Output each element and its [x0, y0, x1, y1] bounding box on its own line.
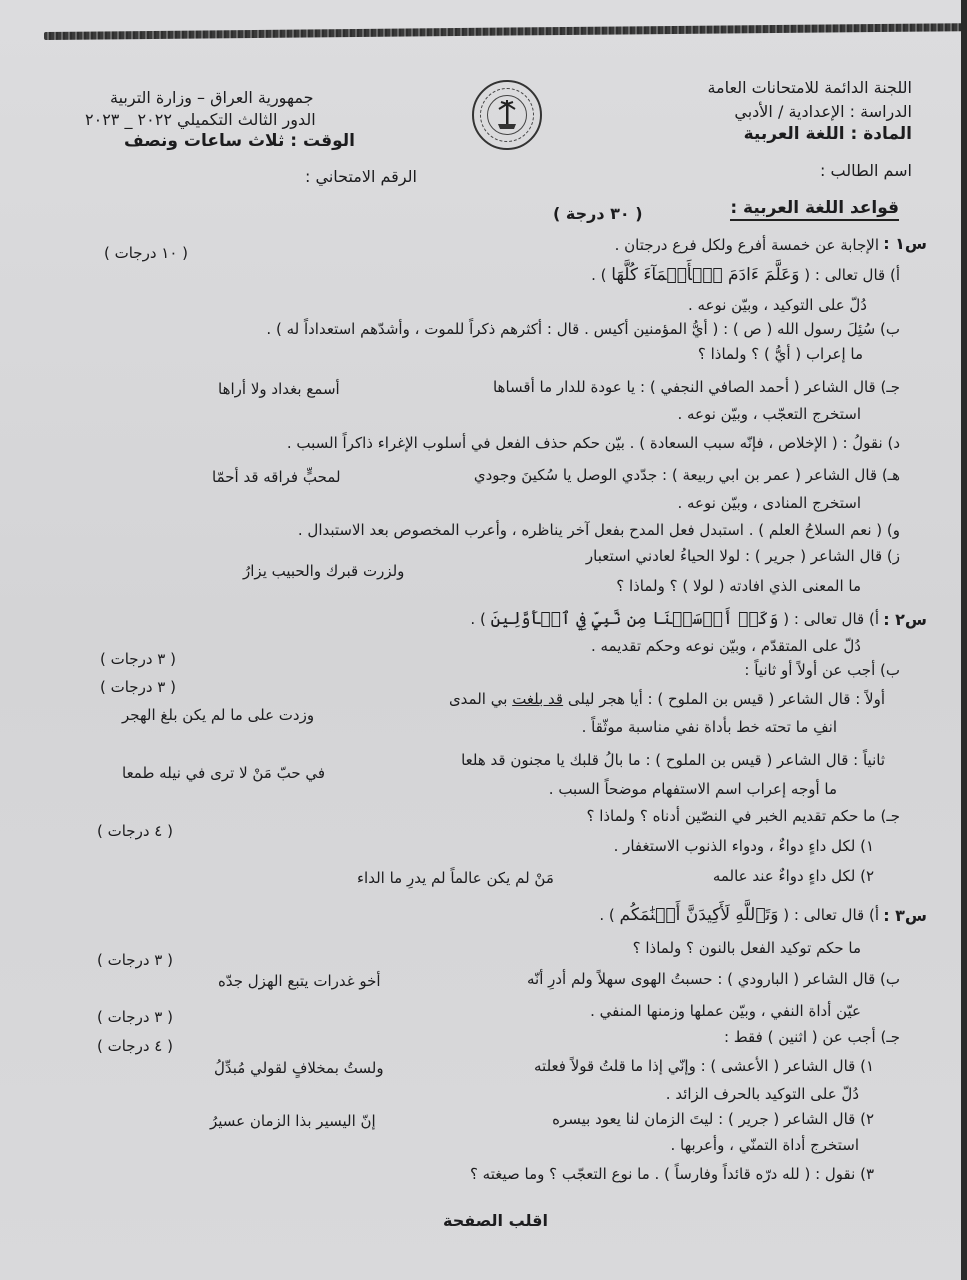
q3-b-text: ب) قال الشاعر ( البارودي ) : حسبتُ الهوى سهلاً ولم أدرِ أنّه [526, 970, 900, 988]
q1-c-task: استخرج التعجّب ، وبيّن نوعه . [677, 405, 861, 423]
turn-page-note: اقلب الصفحة [443, 1211, 549, 1230]
q3-c-item3: ٣) نقول : ( لله درّه قائداً وفارساً ) . ما نوع التعجّب ؟ وما صيغته ؟ [469, 1165, 874, 1183]
ministry-seal-palm-icon [472, 80, 542, 150]
exam-round: الدور الثالث التكميلي ٢٠٢٢ _ ٢٠٢٣ [85, 110, 316, 129]
q1-e-task: استخرج المنادى ، وبيّن نوعه . [677, 494, 861, 512]
q3-c-item1: ١) قال الشاعر ( الأعشى ) : وإنّي إذا ما قلتُ قولاً فعلته [534, 1057, 874, 1075]
q2-b-first-text: أولاً : قال الشاعر ( قيس بن الملوح ) : أيا هجر ليلى قد بلغت بي المدى [448, 690, 885, 708]
q2-c-marks: ( ٤ درجات ) [97, 822, 173, 840]
q1-g-verse2: ولزرت قبرك والحبيب يزارُ [243, 562, 405, 580]
q2-b-first-task: انفِ ما تحته خط بأداة نفي مناسبة موثّقاً . [581, 718, 837, 736]
q3-c-item1-verse2: ولستُ بمخلافٍ لقولي مُبدِّلُ [214, 1059, 384, 1077]
q2-b-first-verse2: وزدت على ما لم يكن بلغ الهجر [122, 706, 315, 724]
q2-b-second-task: ما أوجه إعراب اسم الاستفهام موضحاً السبب . [548, 780, 837, 798]
question-1-marks: ( ١٠ درجات ) [104, 244, 189, 262]
q2-b-text: ب) أجب عن أولاً أو ثانياً : [744, 661, 900, 679]
q3-c-marks: ( ٤ درجات ) [97, 1037, 173, 1055]
q1-b-text: ب) سُئِلَ رسول الله ( ص ) : ( أيُّ المؤمنين أكيس . قال : أكثرهم ذكراً للموت ، وأشدّهم استعداداً له ) . [266, 320, 900, 338]
q3-b-marks: ( ٣ درجات ) [97, 1008, 173, 1026]
quran-verse: وَكَمۡ أَرۡسَلۡنَا مِن نَّبِيٍّ فِي ٱلۡأَوَّلِينَ [490, 609, 779, 629]
q2-b-second-text: ثانياً : قال الشاعر ( قيس بن الملوح ) : ما بالُ قلبك يا مجنون قد هلعا [461, 751, 885, 769]
q3-a-task: ما حكم توكيد الفعل بالنون ؟ ولماذا ؟ [632, 939, 861, 957]
q1-g-task: ما المعنى الذي افادته ( لولا ) ؟ ولماذا ؟ [616, 577, 861, 595]
q3-a-marks: ( ٣ درجات ) [97, 951, 173, 969]
question-1-label: س١ : [883, 234, 927, 253]
q3-c-item2-verse2: إنّ اليسير بذا الزمان عسيرُ [210, 1112, 376, 1130]
q2-c-text: جـ) ما حكم تقديم الخبر في النصّين أدناه ؟ ولماذا ؟ [586, 807, 900, 825]
question-3-label: س٣ : [883, 906, 927, 925]
q3-c-item2: ٢) قال الشاعر ( جرير ) : ليتَ الزمان لنا يعود بيسره [552, 1110, 874, 1128]
q2-c-item1: ١) لكل داءٍ دواءٌ ، ودواء الذنوب الاستغفار . [613, 837, 874, 855]
q3-c-item1-task: دُلّ على التوكيد بالحرف الزائد . [665, 1085, 859, 1103]
subject-name: المادة : اللغة العربية [743, 124, 912, 144]
q2-a-task: دُلّ على المتقدّم ، وبيّن نوعه وحكم تقديمه . [590, 637, 861, 655]
palm-tree-icon [496, 100, 518, 130]
underlined-phrase: قد بلغت [512, 690, 564, 708]
section-total-marks: ( ٣٠ درجة ) [553, 204, 643, 223]
paper-edge-shadow [961, 0, 967, 1280]
q2-b-marks: ( ٣ درجات ) [100, 678, 176, 696]
q2-a-text: أ) قال تعالى : ( وَكَمۡ أَرۡسَلۡنَا مِن نَّبِيٍّ فِي ٱلۡأَوَّلِينَ ) . [470, 609, 879, 629]
q1-f-text: و) ( نعم السلاحُ العلم ) . استبدل فعل المدح بفعل آخر يناظره ، وأعرب المخصوص بعد الاستبدال . [297, 521, 900, 539]
committee-name: اللجنة الدائمة للامتحانات العامة [707, 78, 912, 97]
q3-c-text: جـ) أجب عن ( اثنين ) فقط : [723, 1028, 900, 1046]
q3-b-verse2: أخو غدرات يتبع الهزل جدّه [218, 972, 381, 990]
study-branch: الدراسة : الإعدادية / الأدبي [734, 102, 912, 121]
q3-a-text: أ) قال تعالى : ( وَتَٱللَّهِ لَأَكِيدَنَّ أَصۡنَٰمَكُم ) . [599, 905, 879, 925]
q2-a-marks: ( ٣ درجات ) [100, 650, 176, 668]
q1-e-text: هـ) قال الشاعر ( عمر بن ابي ربيعة ) : جدّدي الوصل يا سُكينَ وجودي [473, 466, 900, 484]
q3-b-task: عيّن أداة النفي ، وبيّن عملها وزمنها المنفي . [590, 1002, 861, 1020]
section-title: قواعد اللغة العربية : [730, 198, 899, 221]
q1-c-text: جـ) قال الشاعر ( أحمد الصافي النجفي ) : يا عودة للدار ما أقساها [492, 378, 900, 396]
q1-d-text: د) نقولُ : ( الإخلاص ، فإنّه سبب السعادة ) . بيّن حكم حذف الفعل في أسلوب الإغراء ذاكراً السبب . [286, 434, 900, 452]
ministry-name: جمهورية العراق – وزارة التربية [110, 88, 314, 107]
quran-verse: وَعَلَّمَ ءَادَمَ ٱلۡأَسۡمَآءَ كُلَّهَا [611, 265, 800, 285]
question-2-label: س٢ : [883, 610, 927, 629]
q1-g-text: ز) قال الشاعر ( جرير ) : لولا الحياءُ لعادني استعبار [585, 547, 900, 565]
q2-c-item2-verse2: مَنْ لم يكن عالماً لم يدرِ ما الداء [357, 869, 554, 887]
q1-c-verse2: أسمع بغداد ولا أراها [218, 380, 340, 398]
exam-number-label: الرقم الامتحاني : [305, 167, 417, 186]
q1-b-task: ما إعراب ( أيُّ ) ؟ ولماذا ؟ [697, 345, 863, 363]
q1-e-verse2: لمحبٍّ فراقه قد أحمّا [212, 468, 341, 486]
quran-verse: وَتَٱللَّهِ لَأَكِيدَنَّ أَصۡنَٰمَكُم [619, 905, 779, 925]
q2-c-item2: ٢) لكل داءٍ دواءٌ عند عالمه [712, 867, 874, 885]
top-border-rule [44, 23, 964, 40]
q3-c-item2-task: استخرج أداة التمنّي ، وأعربها . [670, 1136, 859, 1154]
question-1-instruction: الإجابة عن خمسة أفرع ولكل فرع درجتان . [614, 236, 879, 254]
q1-a-text: أ) قال تعالى : ( وَعَلَّمَ ءَادَمَ ٱلۡأَسۡمَآءَ كُلَّهَا ) . [591, 265, 900, 285]
q2-b-second-verse2: في حبّ مَنْ لا ترى في نيله طمعا [122, 764, 326, 782]
q1-a-task: دُلّ على التوكيد ، وبيّن نوعه . [687, 296, 867, 314]
exam-duration: الوقت : ثلاث ساعات ونصف [124, 131, 355, 151]
student-name-label: اسم الطالب : [820, 161, 912, 180]
